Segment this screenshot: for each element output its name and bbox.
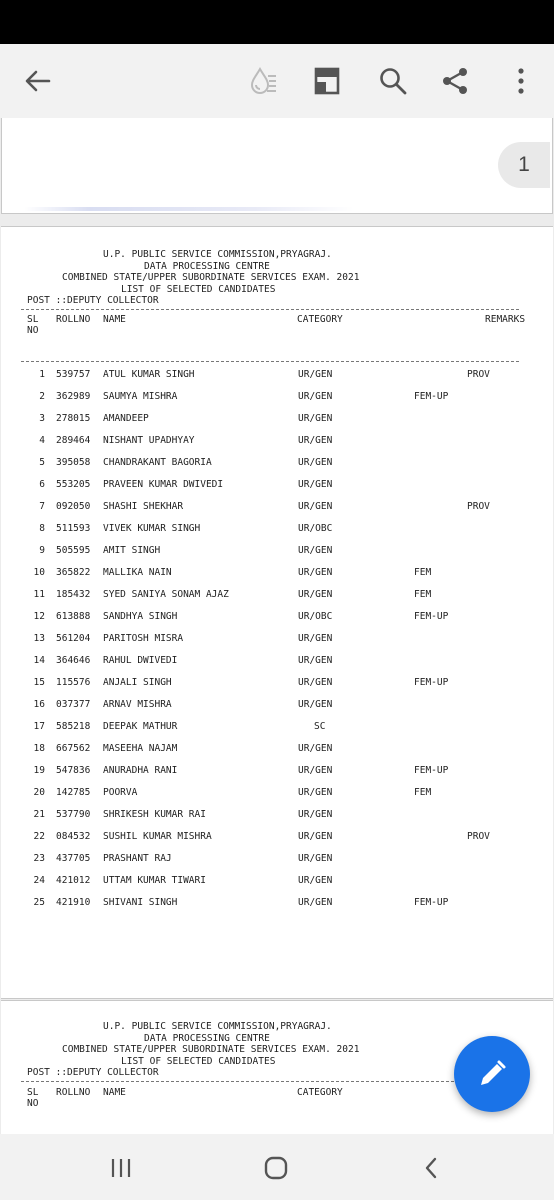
header-line-3: COMBINED STATE/UPPER SUBORDINATE SERVICES EXAM. 2021	[62, 1044, 360, 1055]
table-row: 9 505595 AMIT SINGH UR/GEN	[39, 545, 333, 556]
table-row: 7 092050 SHASHI SHEKHAR UR/GEN PROV	[39, 501, 490, 512]
divider	[21, 361, 519, 362]
back-nav-icon	[421, 1156, 441, 1180]
table-row: 15 115576 ANJALI SINGH UR/GEN FEM-UP	[33, 677, 449, 688]
table-row: 21 537790 SHRIKESH KUMAR RAI UR/GEN	[33, 809, 333, 820]
table-row: 24 421012 UTTAM KUMAR TIWARI UR/GEN	[33, 875, 333, 886]
table-row: 2 362989 SAUMYA MISHRA UR/GEN FEM-UP	[39, 391, 449, 402]
col-rollno: ROLLNO	[56, 1087, 91, 1098]
header-line-1: U.P. PUBLIC SERVICE COMMISSION,PRYAGRAJ.	[103, 249, 332, 260]
blurred-text	[24, 207, 354, 211]
table-row: 10 365822 MALLIKA NAIN UR/GEN FEM	[33, 567, 432, 578]
share-icon	[440, 66, 470, 96]
reading-mode-icon	[246, 64, 280, 98]
edit-pencil-icon	[476, 1058, 508, 1090]
table-row: 19 547836 ANURADHA RANI UR/GEN FEM-UP	[33, 765, 449, 776]
toolbar	[0, 44, 554, 118]
table-row: 5 395058 CHANDRAKANT BAGORIA UR/GEN	[39, 457, 333, 468]
table-row: 11 185432 SYED SANIYA SONAM AJAZ UR/GEN FEM	[33, 589, 432, 600]
page-layout-button[interactable]	[304, 58, 350, 104]
col-name: NAME	[103, 1087, 126, 1098]
arrow-left-icon	[24, 67, 52, 95]
search-button[interactable]	[370, 58, 416, 104]
table-row: 8 511593 VIVEK KUMAR SINGH UR/OBC	[39, 523, 333, 534]
table-row: 18 667562 MASEEHA NAJAM UR/GEN	[33, 743, 333, 754]
table-row: 20 142785 POORVA UR/GEN FEM	[33, 787, 432, 798]
col-sl: SL	[27, 1087, 39, 1098]
table-row: 13 561204 PARITOSH MISRA UR/GEN	[33, 633, 333, 644]
header-line-4: LIST OF SELECTED CANDIDATES	[121, 283, 276, 295]
table-row: 12 613888 SANDHYA SINGH UR/OBC FEM-UP	[33, 611, 449, 622]
col-remarks: REMARKS	[485, 314, 526, 325]
header-line-2: DATA PROCESSING CENTRE	[144, 260, 270, 272]
back-button[interactable]	[15, 58, 61, 104]
table-row: 16 037377 ARNAV MISHRA UR/GEN	[33, 699, 333, 710]
edit-fab-button[interactable]	[454, 1036, 530, 1112]
col-name: NAME	[103, 314, 126, 325]
table-row: 23 437705 PRASHANT RAJ UR/GEN	[33, 853, 333, 864]
col-rollno: ROLLNO	[56, 314, 91, 325]
col-category: CATEGORY	[297, 1087, 343, 1098]
table-row: 17 585218 DEEPAK MATHUR SC	[33, 721, 326, 732]
col-sl: SL	[27, 314, 39, 325]
reading-mode-button[interactable]	[240, 58, 286, 104]
status-bar	[0, 0, 554, 44]
post-line: POST ::DEPUTY COLLECTOR	[27, 1067, 159, 1078]
table-row: 4 289464 NISHANT UPADHYAY UR/GEN	[39, 435, 333, 446]
document-viewer[interactable]	[0, 118, 554, 1134]
table-row: 6 553205 PRAVEEN KUMAR DWIVEDI UR/GEN	[39, 479, 333, 490]
header-line-3: COMBINED STATE/UPPER SUBORDINATE SERVICES EXAM. 2021	[62, 272, 360, 283]
table-row: 22 084532 SUSHIL KUMAR MISHRA UR/GEN PROV	[33, 831, 490, 842]
navigation-bar	[0, 1134, 554, 1200]
previous-page-fragment	[1, 118, 553, 214]
recent-apps-button[interactable]	[101, 1148, 141, 1188]
page-layout-icon	[313, 66, 341, 96]
post-line: POST ::DEPUTY COLLECTOR	[27, 295, 159, 306]
table-row: 14 364646 RAHUL DWIVEDI UR/GEN	[33, 655, 333, 666]
more-options-button[interactable]	[498, 58, 544, 104]
col-no: NO	[27, 325, 39, 336]
table-row: 1 539757 ATUL KUMAR SINGH UR/GEN PROV	[39, 369, 490, 380]
header-line-4: LIST OF SELECTED CANDIDATES	[121, 1055, 276, 1067]
recent-apps-icon	[109, 1157, 133, 1179]
header-line-1: U.P. PUBLIC SERVICE COMMISSION,PRYAGRAJ.	[103, 1021, 332, 1032]
back-nav-button[interactable]	[411, 1148, 451, 1188]
share-button[interactable]	[432, 58, 478, 104]
home-icon	[263, 1155, 289, 1181]
search-icon	[378, 66, 408, 96]
divider	[21, 309, 519, 310]
more-vert-icon	[516, 67, 526, 95]
col-no: NO	[27, 1098, 39, 1109]
header-line-2: DATA PROCESSING CENTRE	[144, 1032, 270, 1044]
col-category: CATEGORY	[297, 314, 343, 325]
page-indicator: 1	[498, 142, 550, 188]
document-page	[1, 226, 553, 999]
table-row: 25 421910 SHIVANI SINGH UR/GEN FEM-UP	[33, 897, 449, 908]
table-row: 3 278015 AMANDEEP UR/GEN	[39, 413, 333, 424]
home-button[interactable]	[256, 1148, 296, 1188]
divider	[21, 1081, 519, 1082]
